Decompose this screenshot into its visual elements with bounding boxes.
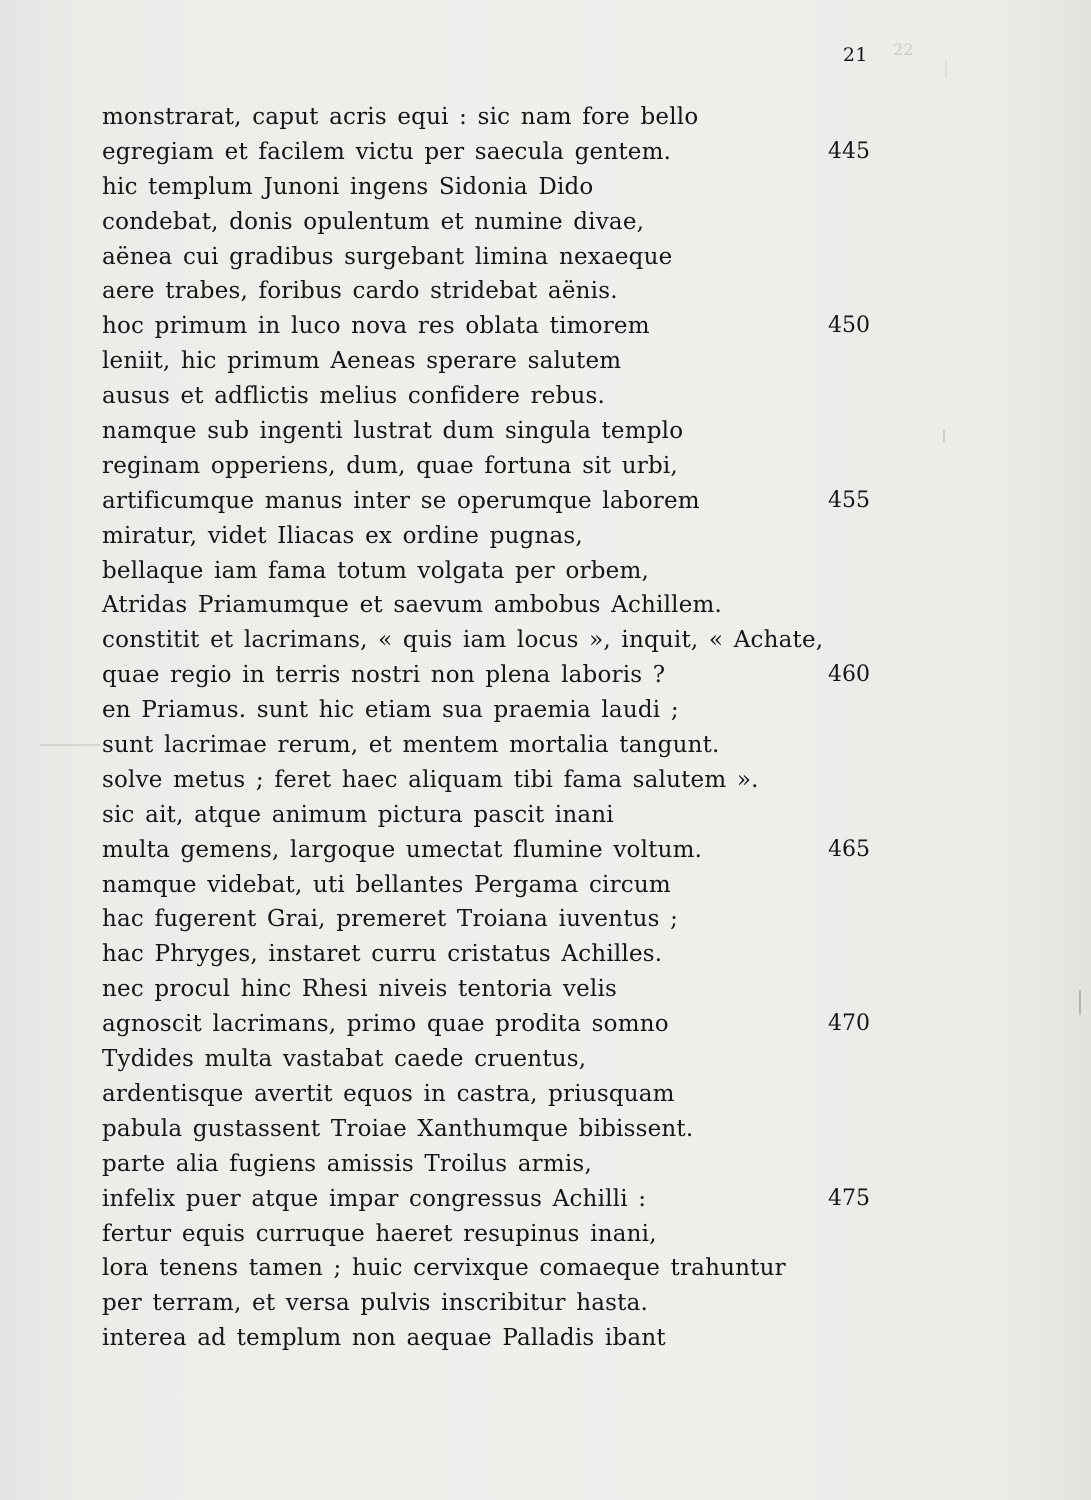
verse-line (102, 554, 882, 589)
verse-text: constitit et lacrimans, « quis iam locus », inquit, « Achate, (102, 627, 824, 654)
verse-line (102, 1182, 882, 1217)
verse-text: bellaque iam fama totum volgata per orbem, (102, 557, 649, 584)
verse-line (102, 868, 882, 903)
verse-line (102, 449, 882, 484)
verse-text: quae regio in terris nostri non plena laboris ? (102, 662, 666, 689)
verse-line (102, 240, 882, 275)
verse-text: solve metus ; feret haec aliquam tibi fama salutem ». (102, 766, 759, 793)
line-number: 450 (828, 313, 870, 339)
verse-line (102, 274, 882, 309)
verse-text: ausus et adflictis melius confidere rebus. (102, 383, 606, 410)
verse-text: artificumque manus inter se operumque laborem (102, 487, 700, 514)
verse-text: hoc primum in luco nova res oblata timorem (102, 313, 650, 340)
verse-line (102, 588, 882, 623)
verse-line (102, 205, 882, 240)
verse-line (102, 484, 882, 519)
verse-text: monstrarat, caput acris equi : sic nam fore bello (102, 104, 699, 130)
verse-text: fertur equis curruque haeret resupinus inani, (102, 1220, 657, 1247)
verse-line (102, 309, 882, 344)
verse-line (102, 1286, 882, 1321)
verse-line (102, 658, 882, 693)
verse-line (102, 135, 882, 170)
verse-line (102, 1147, 882, 1182)
verse-line (102, 379, 882, 414)
verse-text: infelix puer atque impar congressus Achilli : (102, 1185, 647, 1212)
verse-text: miratur, videt Iliacas ex ordine pugnas, (102, 522, 583, 549)
bleed-through-page-number: 22 (893, 40, 914, 59)
verse-text: aere trabes, foribus cardo stridebat aënis. (102, 278, 618, 305)
verse-line (102, 833, 882, 868)
line-number: 470 (828, 1011, 870, 1037)
verse-text: hac Phryges, instaret curru cristatus Achilles. (102, 941, 663, 968)
verse-line (102, 1321, 882, 1356)
verse-text: interea ad templum non aequae Palladis ibant (102, 1325, 666, 1352)
verse-line (102, 728, 882, 763)
verse-line (102, 693, 882, 728)
verse-text: sunt lacrimae rerum, et mentem mortalia tangunt. (102, 732, 720, 759)
verse-line (102, 519, 882, 554)
line-number: 455 (828, 487, 870, 513)
line-number: 475 (828, 1185, 870, 1211)
verse-text: namque videbat, uti bellantes Pergama circum (102, 871, 671, 898)
verse-line (102, 763, 882, 798)
verse-line (102, 937, 882, 972)
verse-line (102, 1251, 882, 1286)
verse-line (102, 798, 882, 833)
verse-text: per terram, et versa pulvis inscribitur hasta. (102, 1290, 649, 1317)
verse-block (102, 100, 882, 1356)
verse-text: egregiam et facilem victu per saecula gentem. (102, 138, 672, 165)
verse-text: parte alia fugiens amissis Troilus armis, (102, 1150, 592, 1177)
page-number: 21 (842, 44, 868, 66)
verse-text: hic templum Junoni ingens Sidonia Dido (102, 173, 594, 200)
verse-line (102, 972, 882, 1007)
verse-text: reginam opperiens, dum, quae fortuna sit urbi, (102, 452, 678, 479)
line-number: 445 (828, 138, 870, 164)
verse-text: agnoscit lacrimans, primo quae prodita somno (102, 1011, 669, 1038)
verse-text: aënea cui gradibus surgebant limina nexaeque (102, 243, 673, 270)
verse-line (102, 1217, 882, 1252)
verse-line (102, 1112, 882, 1147)
verse-text: Tydides multa vastabat caede cruentus, (102, 1046, 587, 1073)
line-number: 460 (828, 662, 870, 688)
verse-text: en Priamus. sunt hic etiam sua praemia laudi ; (102, 697, 679, 724)
verse-line (102, 1042, 882, 1077)
verse-line (102, 170, 882, 205)
verse-text: hac fugerent Grai, premeret Troiana iuventus ; (102, 906, 679, 933)
verse-line (102, 623, 882, 658)
verse-line (102, 414, 882, 449)
verse-line (102, 100, 882, 135)
verse-text: namque sub ingenti lustrat dum singula templo (102, 418, 684, 445)
verse-text: lora tenens tamen ; huic cervixque comaeque trahuntur (102, 1255, 786, 1282)
verse-text: condebat, donis opulentum et numine divae, (102, 208, 645, 235)
verse-line (102, 902, 882, 937)
verse-line (102, 1077, 882, 1112)
line-number: 465 (828, 836, 870, 862)
verse-line (102, 344, 882, 379)
verse-text: ardentisque avertit equos in castra, priusquam (102, 1080, 675, 1107)
verse-line (102, 1007, 882, 1042)
verse-text: leniit, hic primum Aeneas sperare salutem (102, 348, 622, 375)
verse-text: nec procul hinc Rhesi niveis tentoria velis (102, 976, 618, 1003)
verse-text: pabula gustassent Troiae Xanthumque bibissent. (102, 1115, 694, 1142)
verse-text: Atridas Priamumque et saevum ambobus Achillem. (102, 592, 723, 619)
verse-text: multa gemens, largoque umectat flumine voltum. (102, 836, 703, 863)
verse-text: sic ait, atque animum pictura pascit inani (102, 801, 614, 828)
